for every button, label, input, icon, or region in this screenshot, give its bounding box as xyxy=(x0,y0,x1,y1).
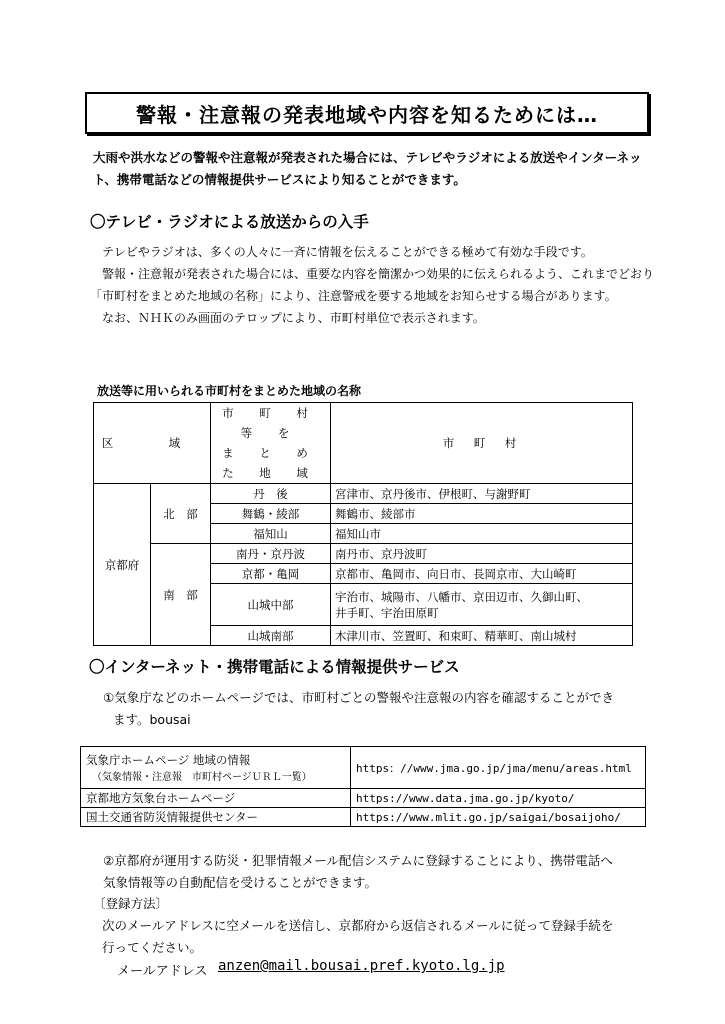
item1 xyxy=(103,687,655,731)
header-cities: 市 町 村 xyxy=(331,403,633,484)
cities-cell: 南丹市、京丹波町 xyxy=(331,544,633,564)
table-row xyxy=(94,484,633,504)
header-group xyxy=(211,403,331,484)
registration-line2: 行ってください。 xyxy=(102,940,203,955)
email-label: メールアドレス xyxy=(117,964,208,979)
table-caption: 放送等に用いられる市町村をまとめた地域の名称 xyxy=(97,384,362,398)
cities-line: 宇治市、城陽市、八幡市、京田辺市、久御山町、 xyxy=(335,589,588,604)
link-row xyxy=(81,747,646,789)
email-address[interactable]: anzen@mail.bousai.pref.kyoto.lg.jp xyxy=(218,958,505,974)
link-subtitle: （気象情報・注意報 市町村ページＵＲＬ一覧） xyxy=(92,772,312,783)
item2-line2: 気象情報等の自動配信を受けることができます。 xyxy=(103,875,378,890)
group-cell: 京都・亀岡 xyxy=(211,564,331,584)
region-table xyxy=(93,402,633,646)
table-row xyxy=(94,544,633,564)
link-url[interactable]: https://www.mlit.go.jp/saigai/bosaijoho/ xyxy=(351,808,646,827)
registration-line1: 次のメールアドレスに空メールを送信し、京都府から返信されるメールに従って登録手続を xyxy=(102,918,614,933)
group-cell: 南丹・京丹波 xyxy=(211,544,331,564)
group-cell: 山城中部 xyxy=(211,584,331,626)
paragraph: なお、ＮＨＫのみ画面のテロップにより、市町村単位で表示されます。 xyxy=(90,311,485,325)
header-area: 区 域 xyxy=(94,403,211,484)
broadcast-paragraphs xyxy=(90,241,656,329)
cities-cell: 木津川市、笠置町、和束町、精華町、南山城村 xyxy=(331,626,633,646)
group-cell: 山城南部 xyxy=(211,626,331,646)
paragraph: テレビやラジオは、多くの人々に一斉に情報を伝えることができる極めて有効な手段です。 xyxy=(90,245,593,259)
link-url[interactable]: https://www.data.jma.go.jp/kyoto/ xyxy=(351,789,646,808)
link-name: 京都地方気象台ホームページ xyxy=(81,789,351,808)
link-name-cell xyxy=(81,747,351,789)
table-header-row xyxy=(94,403,633,484)
south-label: 南 部 xyxy=(151,544,211,646)
group-cell: 舞鶴・綾部 xyxy=(211,504,331,524)
link-name: 気象庁ホームページ 地域の情報 xyxy=(86,753,251,767)
cities-line: 井手町、宇治田原町 xyxy=(335,605,439,620)
group-cell: 福知山 xyxy=(211,524,331,544)
north-label: 北 部 xyxy=(151,484,211,544)
link-row xyxy=(81,789,646,808)
cities-cell: 舞鶴市、綾部市 xyxy=(331,504,633,524)
section-heading-internet: 〇インターネット・携帯電話による情報提供サービス xyxy=(89,658,460,676)
header-group-line1: 市 町 村 等 を xyxy=(222,406,319,440)
header-group-line2: ま と め た 地 域 xyxy=(222,446,319,480)
link-row xyxy=(81,808,646,827)
cities-cell: 福知山市 xyxy=(331,524,633,544)
item2 xyxy=(103,850,663,894)
link-name: 国土交通省防災情報提供センター xyxy=(81,808,351,827)
group-cell: 丹 後 xyxy=(211,484,331,504)
item1-line1: ①気象庁などのホームページでは、市町村ごとの警報や注意報の内容を確認することができ xyxy=(103,690,614,705)
page-title: 警報・注意報の発表地域や内容を知るためには… xyxy=(85,92,649,134)
registration-label: 〔登録方法〕 xyxy=(93,896,169,911)
intro-text: 大雨や洪水などの警報や注意報が発表された場合には、テレビやラジオによる放送やインターネット、携帯電話などの情報提供サービスにより知ることができます。 xyxy=(93,150,642,187)
registration-block xyxy=(93,893,663,959)
paragraph: 警報・注意報が発表された場合には、重要な内容を簡潔かつ効果的に伝えられるよう、これまでどおり「市町村をまとめた地域の名称」により、注意警戒を要する地域をお知らせする場合があります。 xyxy=(90,267,655,303)
section-heading-broadcast: 〇テレビ・ラジオによる放送からの入手 xyxy=(90,213,369,231)
prefecture-cell: 京都府 xyxy=(94,484,151,646)
item2-line1: ②京都府が運用する防災・犯罪情報メール配信システムに登録することにより、携帯電話へ xyxy=(103,853,613,868)
cities-cell: 宮津市、京丹後市、伊根町、与謝野町 xyxy=(331,484,633,504)
cities-cell xyxy=(331,584,633,626)
link-url[interactable]: https：//www.jma.go.jp/jma/menu/areas.html xyxy=(351,747,646,789)
item1-line2: ます。bousai xyxy=(113,712,191,727)
cities-cell: 京都市、亀岡市、向日市、長岡京市、大山崎町 xyxy=(331,564,633,584)
links-table xyxy=(80,746,646,827)
